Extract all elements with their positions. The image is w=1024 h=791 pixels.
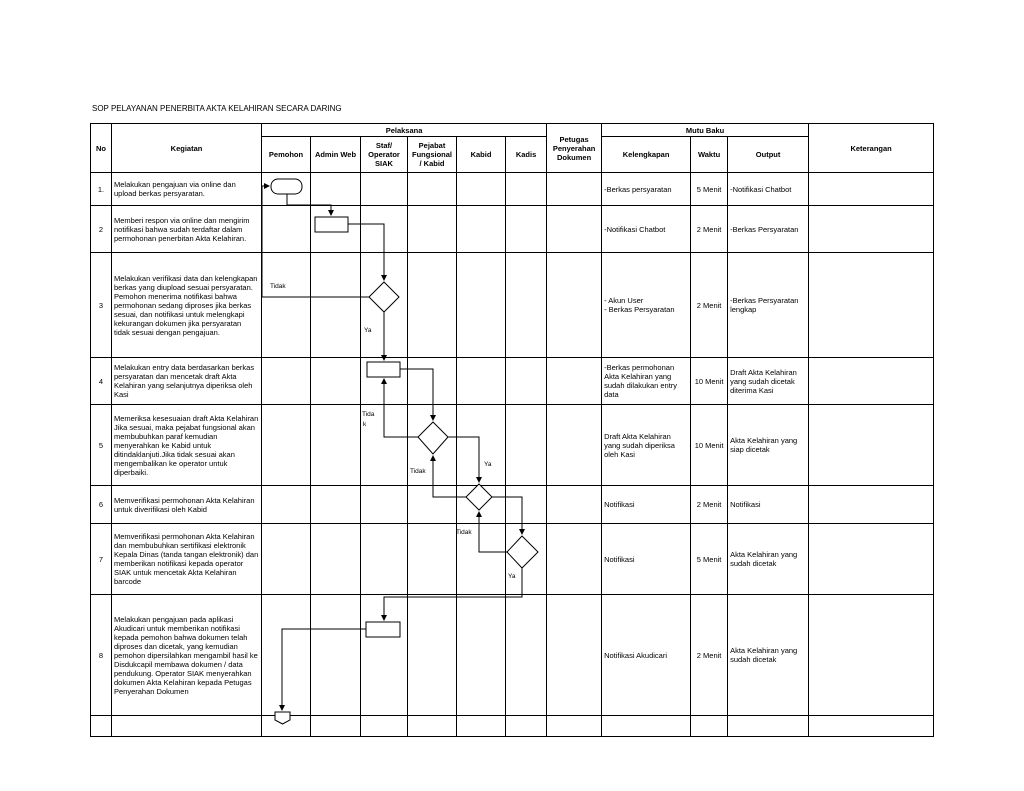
table-row bbox=[91, 716, 934, 737]
header-kegiatan: Kegiatan bbox=[112, 124, 262, 173]
row-output: Draft Akta Kelahiran yang sudah dicetak diterima Kasi bbox=[728, 358, 809, 405]
row-waktu: 2 Menit bbox=[691, 486, 728, 524]
row-kegiatan: Memeriksa kesesuaian draft Akta Kelahiran Jika sesuai, maka pejabat fungsional akan membubuhkan paraf kemudian menyerahkan ke Kabid untuk ditindaklanjuti.Jika tidak sesuai akan mengembalikan ke operator untuk diperbaiki. bbox=[112, 405, 262, 486]
row-kegiatan: Melakukan pengajuan via online dan upload berkas persyaratan. bbox=[112, 173, 262, 206]
row-waktu: 10 Menit bbox=[691, 358, 728, 405]
table-row bbox=[91, 358, 934, 405]
label-tidak-3: Tidak bbox=[270, 283, 286, 290]
row-no: 7 bbox=[91, 524, 112, 595]
row-no: 1. bbox=[91, 173, 112, 206]
row-no: 5 bbox=[91, 405, 112, 486]
row-output: -Berkas Persyaratan lengkap bbox=[728, 253, 809, 358]
row-output: Akta Kelahiran yang sudah dicetak bbox=[728, 595, 809, 716]
label-ya-7: Ya bbox=[508, 573, 516, 580]
header-waktu: Waktu bbox=[691, 137, 728, 173]
table-row bbox=[91, 595, 934, 716]
table-row bbox=[91, 173, 934, 206]
header-kadis: Kadis bbox=[506, 137, 547, 173]
header-petugas: Petugas Penyerahan Dokumen bbox=[547, 124, 602, 173]
row-kegiatan: Memverifikasi permohonan Akta Kelahiran dan membubuhkan sertifikasi elektronik Kepala Dinas (tanda tangan elektronik) dan memberikan notifikasi kepada operator SIAK untuk mencetak Akta Kelahiran barcode bbox=[112, 524, 262, 595]
row-kelengkapan: -Berkas permohonan Akta Kelahiran yang sudah dilakukan entry data bbox=[602, 358, 691, 405]
row-no: 4 bbox=[91, 358, 112, 405]
row-kelengkapan: -Notifikasi Chatbot bbox=[602, 206, 691, 253]
header-kabid: Kabid bbox=[457, 137, 506, 173]
row-kelengkapan: - Akun User - Berkas Persyaratan bbox=[602, 253, 691, 358]
header-staf-operator: Staf/ Operator SIAK bbox=[361, 137, 408, 173]
header-mutu-baku: Mutu Baku bbox=[602, 124, 809, 137]
row-no: 3 bbox=[91, 253, 112, 358]
row-no: 8 bbox=[91, 595, 112, 716]
sop-table bbox=[90, 123, 934, 737]
header-no: No bbox=[91, 124, 112, 173]
row-kegiatan: Memberi respon via online dan mengirim notifikasi bahwa sudah terdaftar dalam permohonan penerbitan Akta Kelahiran. bbox=[112, 206, 262, 253]
label-tidak-5a: Tida bbox=[362, 411, 375, 418]
row-output: Akta Kelahiran yang siap dicetak bbox=[728, 405, 809, 486]
row-kegiatan: Melakukan entry data berdasarkan berkas persyaratan dan mencetak draft Akta Kelahiran yang selanjutnya diperiksa oleh Kasi bbox=[112, 358, 262, 405]
row-waktu: 5 Menit bbox=[691, 524, 728, 595]
row-waktu: 2 Menit bbox=[691, 595, 728, 716]
header-pejabat: Pejabat Fungsional / Kabid bbox=[408, 137, 457, 173]
label-tidak-5c: Tidak bbox=[410, 468, 426, 475]
row-output: Notifikasi bbox=[728, 486, 809, 524]
header-pemohon: Pemohon bbox=[262, 137, 311, 173]
header-output: Output bbox=[728, 137, 809, 173]
row-kelengkapan: Draft Akta Kelahiran yang sudah diperiksa oleh Kasi bbox=[602, 405, 691, 486]
row-kelengkapan: -Berkas persyaratan bbox=[602, 173, 691, 206]
row-no: 2 bbox=[91, 206, 112, 253]
label-ya-3: Ya bbox=[364, 327, 372, 334]
table-row bbox=[91, 405, 934, 486]
label-tidak-7: Tidak bbox=[456, 529, 472, 536]
row-waktu: 2 Menit bbox=[691, 206, 728, 253]
label-ya-5: Ya bbox=[484, 461, 492, 468]
label-tidak-5b: k bbox=[363, 421, 367, 428]
table-row bbox=[91, 253, 934, 358]
row-kegiatan: Melakukan verifikasi data dan kelengkapan berkas yang diupload sesuai persyaratan. Pemohon menerima notifikasi bahwa permohonan sedang diproses jika berkas sesuai, dan notifikasi untuk melengkapi kekurangan dokumen jika persyaratan tidak sesuai dengan pengajuan. bbox=[112, 253, 262, 358]
row-output: -Berkas Persyaratan bbox=[728, 206, 809, 253]
table-row bbox=[91, 206, 934, 253]
row-kelengkapan: Notifikasi bbox=[602, 524, 691, 595]
row-output: -Notifikasi Chatbot bbox=[728, 173, 809, 206]
row-waktu: 5 Menit bbox=[691, 173, 728, 206]
row-kelengkapan: Notifikasi bbox=[602, 486, 691, 524]
table-row bbox=[91, 486, 934, 524]
row-kegiatan: Melakukan pengajuan pada aplikasi Akudicari untuk memberikan notifikasi kepada pemohon bahwa dokumen telah diproses dan dicetak, yang kemudian pemohon dipersilahkan mengambil hasil ke Disdukcapil membawa dokumen / data pendukung. Operator SIAK menyerahkan dokumen Akta Kelahiran kepada Petugas Penyerahan Dokumen bbox=[112, 595, 262, 716]
row-kelengkapan: Notifikasi Akudicari bbox=[602, 595, 691, 716]
row-waktu: 10 Menit bbox=[691, 405, 728, 486]
header-keterangan: Keterangan bbox=[809, 124, 934, 173]
header-kelengkapan: Kelengkapan bbox=[602, 137, 691, 173]
row-waktu: 2 Menit bbox=[691, 253, 728, 358]
document-title: SOP PELAYANAN PENERBITA AKTA KELAHIRAN SECARA DARING bbox=[92, 104, 342, 113]
row-kegiatan: Memverifikasi permohonan Akta Kelahiran untuk diverifikasi oleh Kabid bbox=[112, 486, 262, 524]
row-output: Akta Kelahiran yang sudah dicetak bbox=[728, 524, 809, 595]
row-no: 6 bbox=[91, 486, 112, 524]
header-pelaksana: Pelaksana bbox=[262, 124, 547, 137]
header-admin-web: Admin Web bbox=[311, 137, 361, 173]
table-row bbox=[91, 524, 934, 595]
